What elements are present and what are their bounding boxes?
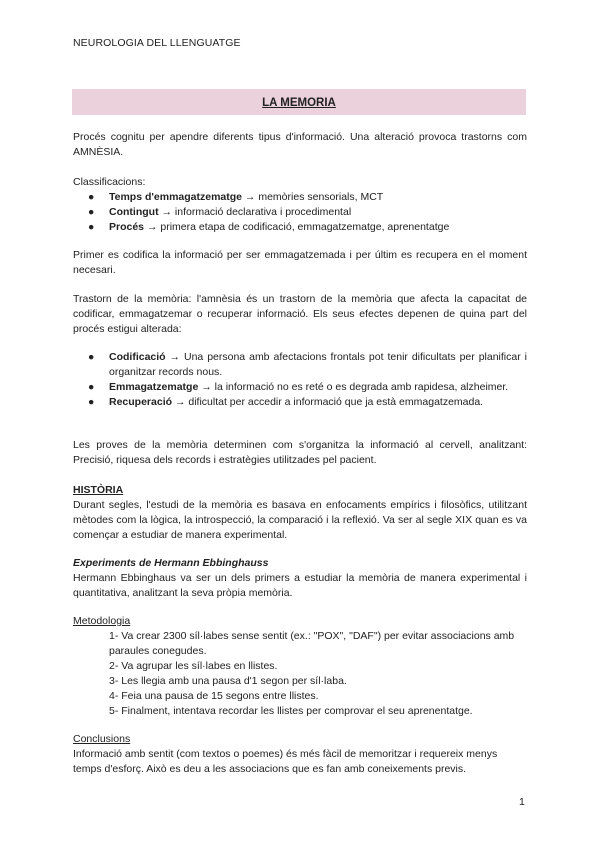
list-item-text: → informació declarativa i procedimental: [158, 206, 352, 218]
list-item-term: Emmagatzematge: [109, 381, 199, 393]
list-item-text: → memòries sensorials, MCT: [242, 191, 384, 203]
list-item-text: → primera etapa de codificació, emmagatzematge, aprenentatge: [144, 221, 450, 233]
experiments-paragraph: Hermann Ebbinghaus va ser un dels primers a estudiar la memòria de manera experimental i quantitativa, analitzant la seva pròpia memòria.: [73, 572, 527, 599]
list-item: 2- Va agrupar les síl·labes en llistes.: [109, 660, 278, 672]
list-item-text: → la informació no es reté o es degrada amb rapidesa, alzheimer.: [198, 381, 509, 393]
page-title: LA MEMORIA: [262, 97, 336, 109]
list-item: [73, 220, 527, 235]
list-item: 5- Finalment, intentava recordar les llistes per comprovar el seu aprenentatge.: [109, 705, 473, 717]
list-item-text: → dificultat per accedir a informació que ja està emmagatzemada.: [172, 396, 484, 408]
effects-list: [73, 350, 527, 410]
historia-paragraph: Durant segles, l'estudi de la memòria es basava en enfocaments empírics i filosòfics, utilitzant mètodes com la lògica, la introspecció, la comparació i la reflexió. Va ser al segle XIX quan es va començar a estudiar de manera experimental.: [73, 499, 527, 541]
bullet-icon: ●: [88, 221, 95, 233]
classifications-list: [73, 190, 527, 235]
intro-paragraph: Procés cognitu per apendre diferents tipus d'informació. Una alteració provoca trastorns com AMNÈSIA.: [73, 131, 527, 158]
list-item-term: Contingut: [109, 206, 159, 218]
bullet-icon: ●: [88, 191, 95, 203]
list-item-text: → Una persona amb afectacions frontals pot tenir dificultats per planificar i organitzar records nous.: [109, 351, 527, 378]
bullet-icon: ●: [88, 381, 95, 393]
page-header: NEUROLOGIA DEL LLENGUATGE: [73, 37, 241, 49]
list-item: [73, 395, 527, 410]
classifications-label: Classificacions:: [73, 176, 146, 188]
experiments-heading: Experiments de Hermann Ebbinghauss: [73, 557, 269, 569]
page-number: 1: [519, 796, 525, 808]
list-item: 1- Va crear 2300 síl·labes sense sentit (ex.: "POX", "DAF") per evitar associacions amb paraules conegudes.: [109, 630, 515, 657]
bullet-icon: ●: [88, 396, 95, 408]
historia-heading: HISTÒRIA: [73, 484, 124, 496]
codifica-paragraph: Primer es codifica la informació per ser emmagatzemada i per últim es recupera en el moment necesari.: [73, 249, 527, 276]
list-item: [73, 380, 527, 395]
list-item-term: Procés: [109, 221, 145, 233]
bullet-icon: ●: [88, 351, 95, 363]
title-banner: [72, 89, 526, 115]
conclusions-heading: Conclusions: [73, 733, 131, 745]
list-item: 3- Les llegia amb una pausa d'1 segon per síl·laba.: [109, 675, 347, 687]
trastorn-paragraph: Trastorn de la memòria: l'amnèsia és un trastorn de la memòria que afecta la capacitat de codificar, emmagatzemar o recuperar informació. Els seus efectes depenen de quina part del procés estigui alterada:: [73, 293, 527, 335]
metodologia-heading: Metodologia: [73, 615, 131, 627]
list-item: 4- Feia una pausa de 15 segons entre llistes.: [109, 690, 319, 702]
list-item: [73, 350, 527, 380]
list-item-term: Recuperació: [109, 396, 173, 408]
list-item: [73, 190, 527, 205]
bullet-icon: ●: [88, 206, 95, 218]
proves-paragraph: Les proves de la memòria determinen com s'organitza la informació al cervell, analitzant: Precisió, riquesa dels records i estratègies utilitzades pel pacient.: [73, 439, 527, 466]
list-item-term: Codificació: [109, 351, 166, 363]
list-item-term: Temps d'emmagatzematge: [109, 191, 243, 203]
conclusions-paragraph: Informació amb sentit (com textos o poemes) és més fàcil de memoritzar i requereix menys temps d'esforç. Això es deu a les associacions que es fan amb coneixements previs.: [73, 748, 498, 775]
metodologia-list: [73, 629, 527, 719]
list-item: [73, 205, 527, 220]
